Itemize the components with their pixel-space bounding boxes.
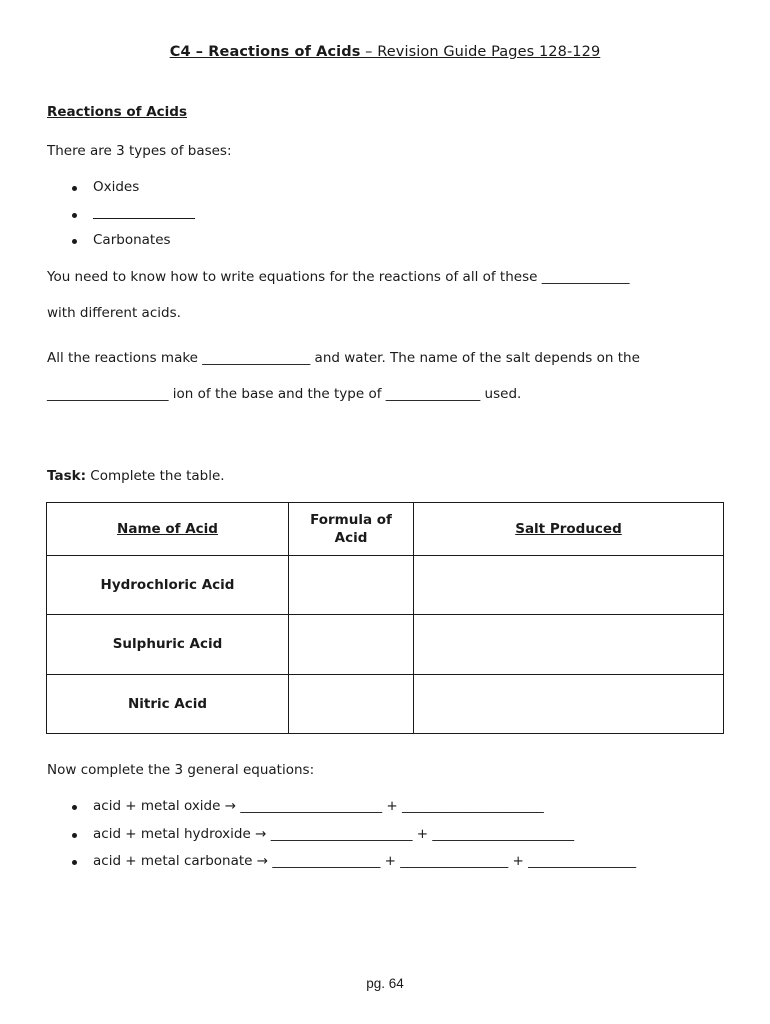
base-item-oxides: Oxides: [70, 179, 195, 206]
blank-line[interactable]: [93, 206, 195, 219]
table-header-row: [47, 503, 724, 556]
title-main: C4 – Reactions of Acids: [169, 44, 361, 60]
equation-metal-oxide: acid + metal oxide → _____________________ + _____________________: [70, 798, 636, 826]
title-subtitle: – Revision Guide Pages 128-129: [360, 44, 601, 60]
equations-list: [70, 798, 636, 881]
header-salt-produced: Salt Produced: [414, 503, 724, 556]
section-heading: Reactions of Acids: [47, 104, 187, 120]
formula-cell[interactable]: [289, 615, 414, 674]
acid-name-cell: Nitric Acid: [47, 674, 289, 733]
header-name-of-acid: Name of Acid: [47, 503, 289, 556]
page-title: [0, 44, 770, 60]
formula-cell[interactable]: [289, 674, 414, 733]
acid-name-cell: Sulphuric Acid: [47, 615, 289, 674]
equation-metal-hydroxide: acid + metal hydroxide → _____________________ + _____________________: [70, 826, 636, 854]
table-row: [47, 556, 724, 615]
acid-name-cell: Hydrochloric Acid: [47, 556, 289, 615]
paragraph-2-line-2: __________________ ion of the base and the type of ______________ used.: [47, 386, 522, 402]
salt-cell[interactable]: [414, 556, 724, 615]
paragraph-2-line-1: All the reactions make ________________ and water. The name of the salt depends on the: [47, 350, 640, 366]
base-item-carbonates: Carbonates: [70, 232, 195, 259]
page-number: pg. 64: [366, 976, 404, 991]
header-formula-of-acid: Formula of Acid: [289, 503, 414, 556]
equations-intro: Now complete the 3 general equations:: [47, 762, 315, 778]
task-text: Complete the table.: [86, 468, 225, 484]
paragraph-1-line-1: You need to know how to write equations for the reactions of all of these _____________: [47, 269, 630, 285]
acids-table: [46, 502, 724, 734]
bases-list: [70, 179, 195, 259]
task-label: Task:: [47, 468, 86, 484]
table-row: [47, 615, 724, 674]
equation-metal-carbonate: acid + metal carbonate → ________________ + ________________ + ________________: [70, 853, 636, 881]
base-item-blank[interactable]: [70, 206, 195, 233]
task-instruction: [47, 468, 225, 484]
table-row: [47, 674, 724, 733]
intro-text: There are 3 types of bases:: [47, 143, 232, 159]
paragraph-1-line-2: with different acids.: [47, 305, 181, 321]
salt-cell[interactable]: [414, 615, 724, 674]
salt-cell[interactable]: [414, 674, 724, 733]
formula-cell[interactable]: [289, 556, 414, 615]
